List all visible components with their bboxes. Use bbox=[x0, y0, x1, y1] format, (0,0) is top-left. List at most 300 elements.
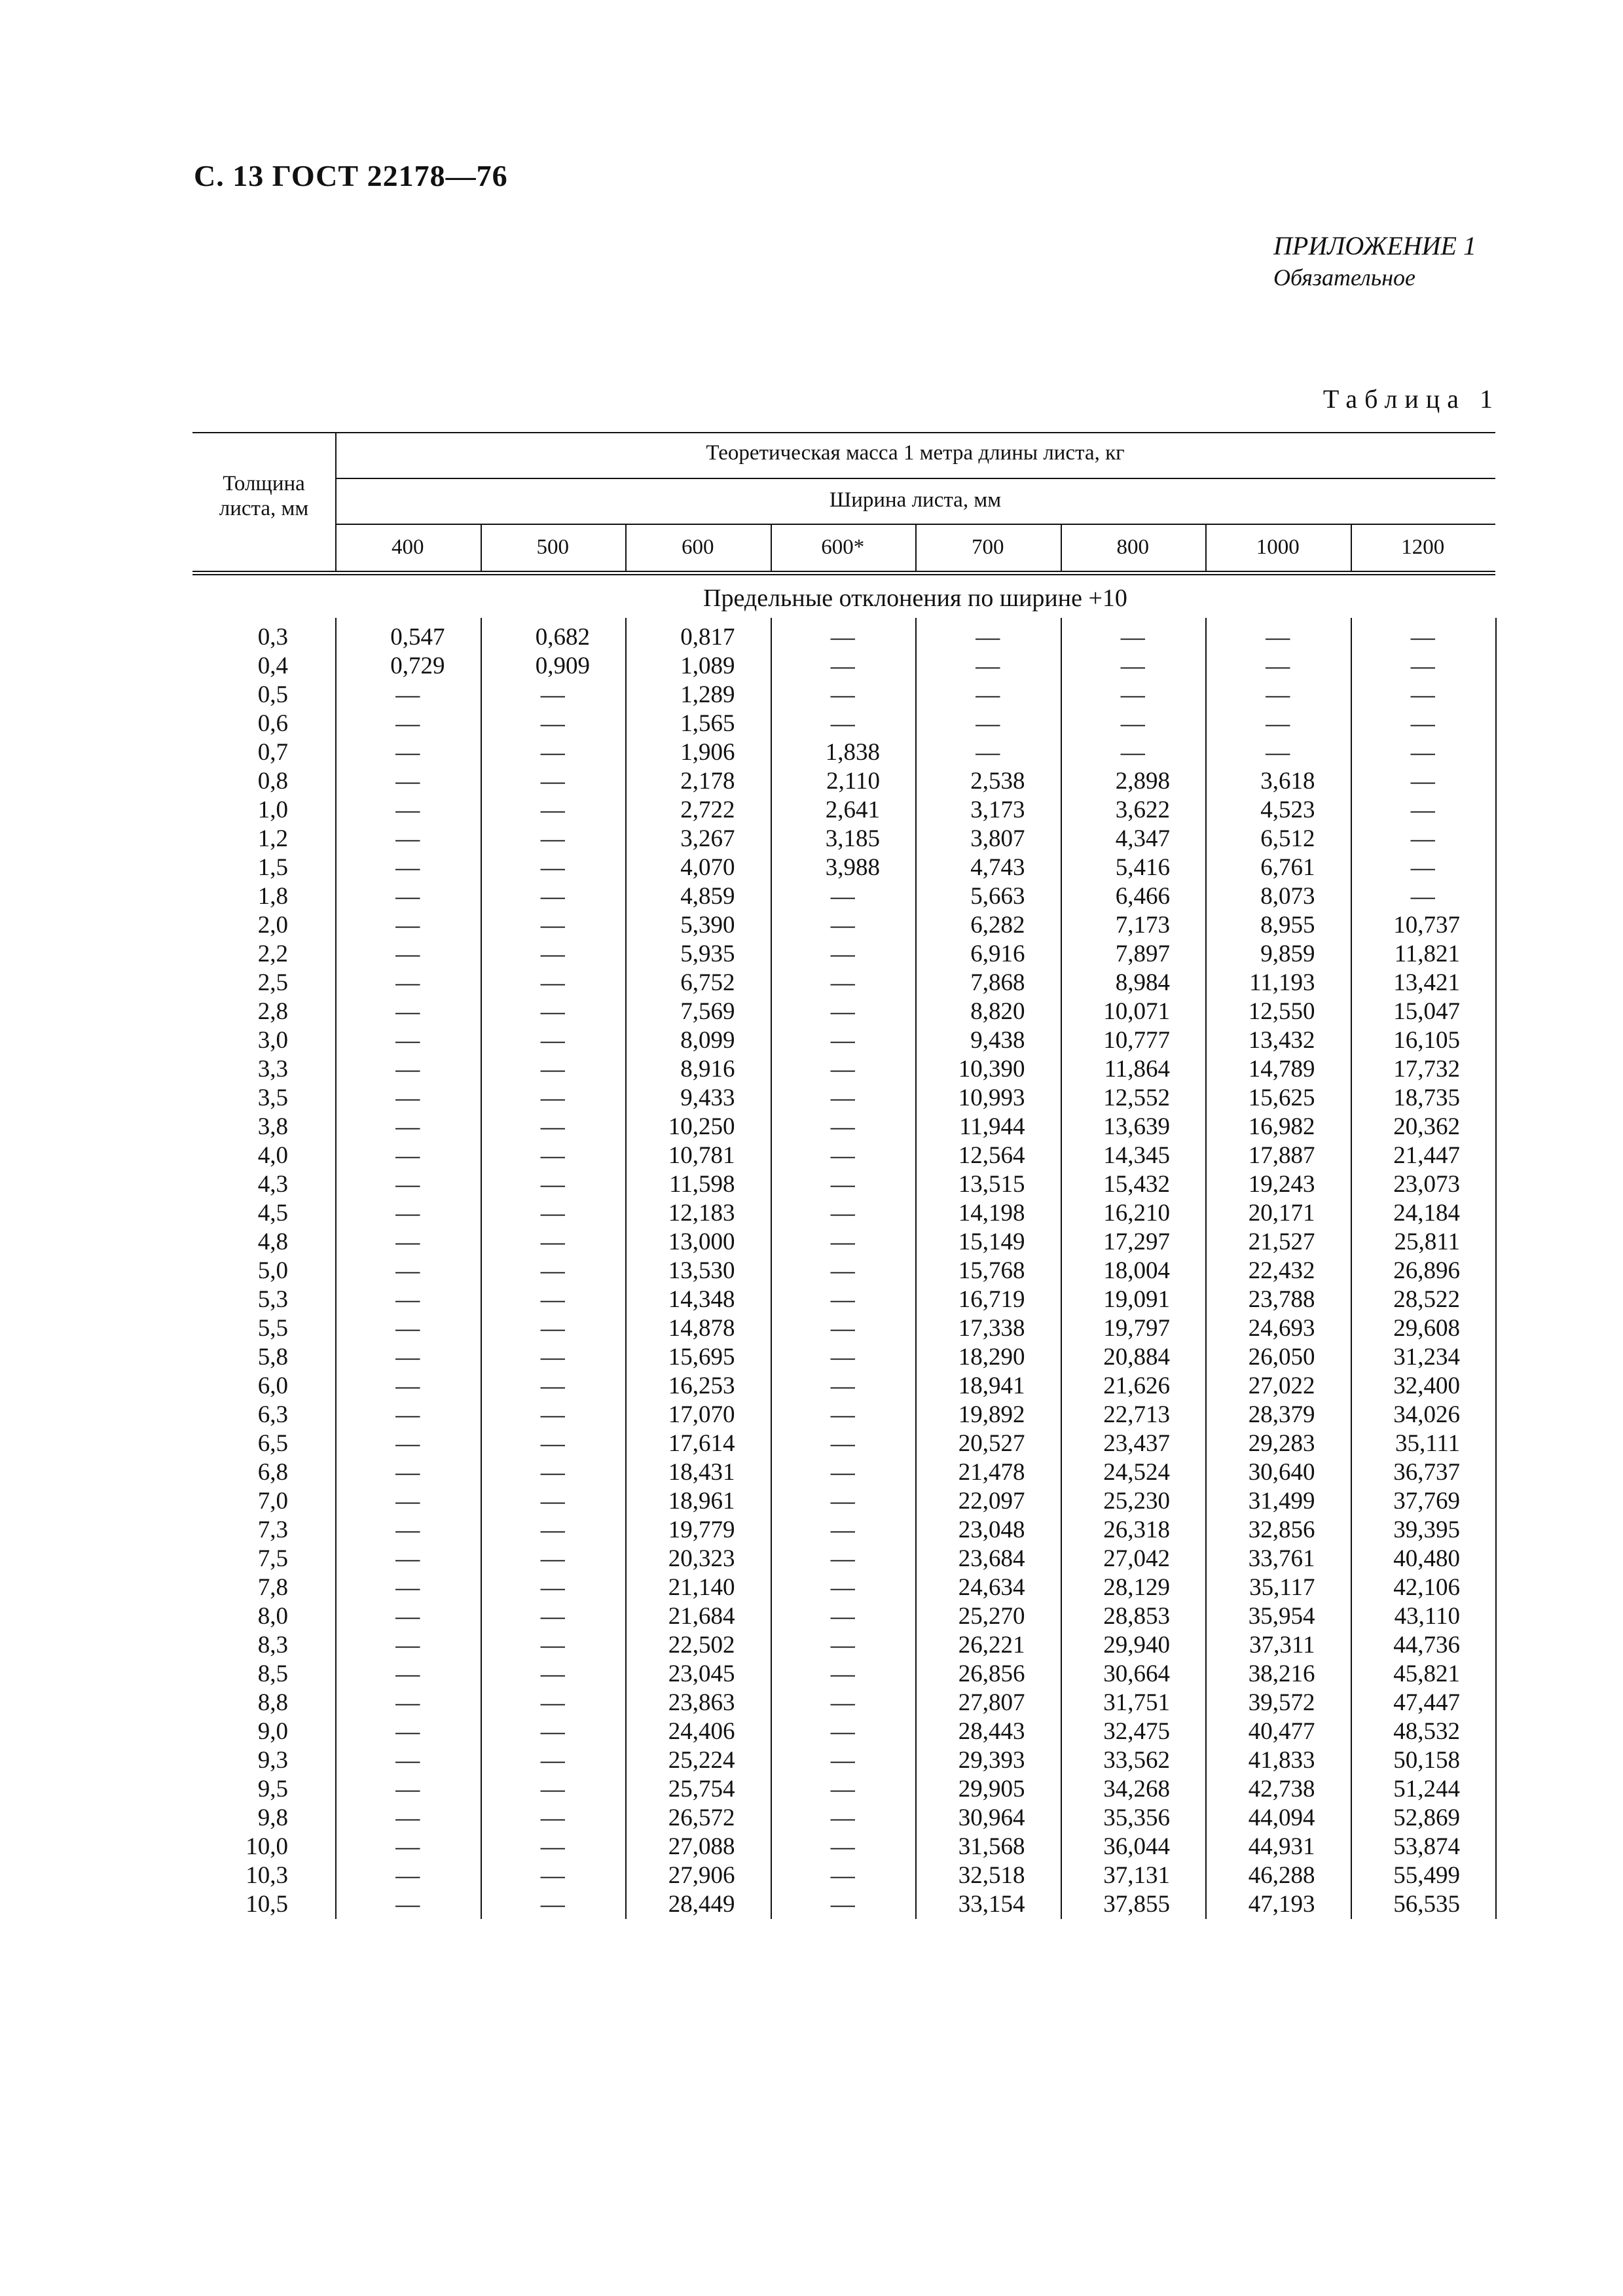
thickness-cell: 7,5 bbox=[257, 1545, 288, 1572]
mass-cell: 5,390 bbox=[680, 912, 735, 939]
mass-cell: 16,210 bbox=[1103, 1200, 1170, 1227]
mass-cell: 11,821 bbox=[1394, 941, 1460, 967]
mass-cell: — bbox=[540, 854, 565, 881]
mass-cell: 27,042 bbox=[1103, 1545, 1170, 1572]
mass-cell: — bbox=[1120, 653, 1145, 679]
mass-cell: 10,993 bbox=[958, 1085, 1025, 1111]
mass-cell: — bbox=[540, 941, 565, 967]
thickness-cell: 0,7 bbox=[257, 739, 288, 766]
mass-cell: 21,478 bbox=[958, 1459, 1025, 1486]
mass-cell: — bbox=[540, 1200, 565, 1227]
mass-cell: 23,437 bbox=[1103, 1430, 1170, 1457]
table-row bbox=[192, 1084, 1495, 1113]
thickness-cell: 4,3 bbox=[257, 1171, 288, 1198]
mass-cell: — bbox=[395, 1804, 420, 1831]
mass-cell: 53,874 bbox=[1393, 1833, 1460, 1860]
width-header-cell: 700 bbox=[972, 535, 1004, 559]
mass-cell: — bbox=[830, 912, 855, 939]
mass-cell: — bbox=[830, 941, 855, 967]
table-row bbox=[192, 1113, 1495, 1141]
mass-cell: 14,348 bbox=[668, 1286, 735, 1313]
mass-cell: 35,111 bbox=[1395, 1430, 1460, 1457]
mass-cell: 2,178 bbox=[680, 768, 735, 795]
mass-cell: 12,564 bbox=[958, 1142, 1025, 1169]
thickness-cell: 10,0 bbox=[246, 1833, 288, 1860]
mass-cell: 6,282 bbox=[970, 912, 1025, 939]
mass-cell: — bbox=[395, 1171, 420, 1198]
mass-cell: — bbox=[830, 1430, 855, 1457]
mass-cell: — bbox=[540, 1689, 565, 1716]
mass-cell: — bbox=[830, 1200, 855, 1227]
thickness-cell: 1,0 bbox=[257, 797, 288, 823]
mass-cell: — bbox=[395, 739, 420, 766]
mass-cell: 4,859 bbox=[680, 883, 735, 910]
mass-cell: 5,663 bbox=[970, 883, 1025, 910]
mass-cell: 25,270 bbox=[958, 1603, 1025, 1630]
mass-cell: — bbox=[830, 1286, 855, 1313]
mass-cell: 11,864 bbox=[1104, 1056, 1170, 1083]
mass-cell: 46,288 bbox=[1248, 1862, 1315, 1889]
header-col-divider bbox=[1205, 524, 1207, 572]
thickness-cell: 8,3 bbox=[257, 1632, 288, 1659]
table-row bbox=[192, 1602, 1495, 1631]
mass-cell: — bbox=[830, 681, 855, 708]
mass-cell: — bbox=[540, 1085, 565, 1111]
mass-cell: — bbox=[540, 710, 565, 737]
table-row bbox=[192, 1746, 1495, 1775]
mass-cell: — bbox=[395, 710, 420, 737]
mass-cell: 0,729 bbox=[390, 653, 445, 679]
width-header-cell: 600* bbox=[821, 535, 865, 559]
table-row bbox=[192, 1401, 1495, 1429]
body-col-divider bbox=[1351, 618, 1352, 1919]
header-col-divider bbox=[915, 524, 917, 572]
mass-cell: — bbox=[540, 768, 565, 795]
mass-cell: — bbox=[830, 1833, 855, 1860]
header-rule-1 bbox=[335, 478, 1495, 479]
mass-cell: 24,184 bbox=[1393, 1200, 1460, 1227]
mass-cell: 16,253 bbox=[668, 1372, 735, 1399]
body-col-divider bbox=[771, 618, 772, 1919]
mass-cell: 10,781 bbox=[668, 1142, 735, 1169]
mass-cell: 3,988 bbox=[825, 854, 880, 881]
mass-cell: — bbox=[976, 681, 1000, 708]
mass-cell: 0,682 bbox=[535, 624, 590, 651]
mass-cell: 47,193 bbox=[1248, 1891, 1315, 1918]
thickness-cell: 8,8 bbox=[257, 1689, 288, 1716]
mass-cell: 31,499 bbox=[1248, 1488, 1315, 1515]
table-row bbox=[192, 911, 1495, 940]
width-header: Ширина листа, мм bbox=[829, 488, 1002, 512]
mass-cell: — bbox=[1410, 710, 1435, 737]
mass-cell: 26,896 bbox=[1393, 1257, 1460, 1284]
table-row bbox=[192, 1717, 1495, 1746]
mass-cell: 26,856 bbox=[958, 1660, 1025, 1687]
mass-cell: 15,768 bbox=[958, 1257, 1025, 1284]
mass-cell: 8,820 bbox=[970, 998, 1025, 1025]
mass-cell: — bbox=[395, 1747, 420, 1774]
thickness-cell: 10,5 bbox=[246, 1891, 288, 1918]
mass-cell: — bbox=[395, 883, 420, 910]
mass-cell: 47,447 bbox=[1393, 1689, 1460, 1716]
mass-cell: 27,906 bbox=[668, 1862, 735, 1889]
mass-cell: 29,393 bbox=[958, 1747, 1025, 1774]
mass-cell: 8,073 bbox=[1260, 883, 1315, 910]
mass-cell: 17,070 bbox=[668, 1401, 735, 1428]
header-col-divider bbox=[771, 524, 772, 572]
mass-cell: 35,356 bbox=[1103, 1804, 1170, 1831]
mass-cell: — bbox=[1266, 710, 1290, 737]
mass-cell: — bbox=[830, 1603, 855, 1630]
mass-cell: — bbox=[395, 1315, 420, 1342]
mass-cell: — bbox=[395, 1257, 420, 1284]
mass-cell: 20,171 bbox=[1248, 1200, 1315, 1227]
mass-cell: 23,045 bbox=[668, 1660, 735, 1687]
mass-cell: — bbox=[1410, 825, 1435, 852]
mass-cell: 13,530 bbox=[668, 1257, 735, 1284]
mass-cell: — bbox=[395, 1142, 420, 1169]
mass-cell: 4,523 bbox=[1260, 797, 1315, 823]
thickness-cell: 3,8 bbox=[257, 1113, 288, 1140]
thickness-cell: 3,0 bbox=[257, 1027, 288, 1054]
mass-cell: — bbox=[540, 1056, 565, 1083]
mass-cell: 22,502 bbox=[668, 1632, 735, 1659]
mass-cell: 40,477 bbox=[1248, 1718, 1315, 1745]
table-row bbox=[192, 1458, 1495, 1487]
mass-cell: — bbox=[540, 883, 565, 910]
mass-cell: 23,863 bbox=[668, 1689, 735, 1716]
mass-cell: 12,183 bbox=[668, 1200, 735, 1227]
mass-cell: — bbox=[395, 1085, 420, 1111]
mass-cell: — bbox=[830, 1401, 855, 1428]
mass-cell: 28,853 bbox=[1103, 1603, 1170, 1630]
mass-cell: 25,230 bbox=[1103, 1488, 1170, 1515]
width-header-cell: 1200 bbox=[1401, 535, 1445, 559]
mass-cell: 26,050 bbox=[1248, 1344, 1315, 1371]
mass-cell: 8,984 bbox=[1115, 969, 1170, 996]
mass-cell: — bbox=[395, 1344, 420, 1371]
table-row bbox=[192, 1372, 1495, 1401]
thickness-cell: 2,0 bbox=[257, 912, 288, 939]
mass-cell: 29,283 bbox=[1248, 1430, 1315, 1457]
mass-cell: 23,788 bbox=[1248, 1286, 1315, 1313]
mass-cell: — bbox=[830, 1142, 855, 1169]
thickness-cell: 10,3 bbox=[246, 1862, 288, 1889]
mass-cell: — bbox=[540, 1229, 565, 1255]
table-row bbox=[192, 882, 1495, 911]
body-col-divider bbox=[625, 618, 627, 1919]
mass-cell: — bbox=[395, 1027, 420, 1054]
thickness-cell: 6,0 bbox=[257, 1372, 288, 1399]
mass-cell: 4,347 bbox=[1115, 825, 1170, 852]
mass-cell: 35,117 bbox=[1249, 1574, 1315, 1601]
thickness-cell: 7,8 bbox=[257, 1574, 288, 1601]
header-bottom-rule-a bbox=[192, 571, 1495, 572]
mass-cell: 30,964 bbox=[958, 1804, 1025, 1831]
mass-cell: 29,608 bbox=[1393, 1315, 1460, 1342]
mass-cell: — bbox=[395, 768, 420, 795]
mass-cell: — bbox=[395, 797, 420, 823]
mass-cell: — bbox=[830, 1689, 855, 1716]
mass-cell: — bbox=[540, 1113, 565, 1140]
mass-cell: 27,807 bbox=[958, 1689, 1025, 1716]
table-row bbox=[192, 681, 1495, 709]
body-col-divider bbox=[1495, 618, 1497, 1919]
thickness-cell: 0,8 bbox=[257, 768, 288, 795]
appendix-label bbox=[1273, 230, 1476, 291]
mass-cell: 15,432 bbox=[1103, 1171, 1170, 1198]
mass-cell: 5,935 bbox=[680, 941, 735, 967]
mass-cell: 18,735 bbox=[1393, 1085, 1460, 1111]
mass-cell: 45,821 bbox=[1393, 1660, 1460, 1687]
mass-cell: — bbox=[540, 1315, 565, 1342]
mass-cell: 11,598 bbox=[669, 1171, 735, 1198]
mass-cell: — bbox=[830, 883, 855, 910]
mass-cell: — bbox=[540, 1862, 565, 1889]
mass-cell: 10,250 bbox=[668, 1113, 735, 1140]
mass-cell: — bbox=[830, 1257, 855, 1284]
mass-cell: 31,234 bbox=[1393, 1344, 1460, 1371]
mass-cell: — bbox=[540, 1027, 565, 1054]
mass-cell: 33,562 bbox=[1103, 1747, 1170, 1774]
mass-cell: — bbox=[540, 1603, 565, 1630]
mass-cell: — bbox=[830, 1085, 855, 1111]
mass-cell: — bbox=[395, 1200, 420, 1227]
mass-cell: 15,695 bbox=[668, 1344, 735, 1371]
mass-cell: 37,769 bbox=[1393, 1488, 1460, 1515]
mass-cell: 16,982 bbox=[1248, 1113, 1315, 1140]
mass-cell: 38,216 bbox=[1248, 1660, 1315, 1687]
table-row bbox=[192, 940, 1495, 969]
table-row bbox=[192, 1429, 1495, 1458]
table-row bbox=[192, 1545, 1495, 1573]
mass-cell: 4,070 bbox=[680, 854, 735, 881]
body-col-divider bbox=[481, 618, 482, 1919]
mass-cell: 18,961 bbox=[668, 1488, 735, 1515]
mass-cell: — bbox=[540, 1142, 565, 1169]
table-top-rule bbox=[192, 432, 1495, 433]
mass-cell: 37,311 bbox=[1249, 1632, 1315, 1659]
thickness-cell: 3,5 bbox=[257, 1085, 288, 1111]
mass-cell: 1,565 bbox=[680, 710, 735, 737]
mass-cell: 2,722 bbox=[680, 797, 735, 823]
mass-cell: 14,345 bbox=[1103, 1142, 1170, 1169]
mass-cell: — bbox=[540, 1516, 565, 1543]
table-row bbox=[192, 652, 1495, 681]
mass-cell: 21,527 bbox=[1248, 1229, 1315, 1255]
header-col-divider bbox=[481, 524, 482, 572]
mass-cell: — bbox=[540, 797, 565, 823]
section-title: Предельные отклонения по ширине +10 bbox=[703, 584, 1127, 612]
mass-cell: 29,940 bbox=[1103, 1632, 1170, 1659]
appendix-status: Обязательное bbox=[1273, 264, 1416, 291]
mass-cell: 3,185 bbox=[825, 825, 880, 852]
mass-cell: — bbox=[395, 912, 420, 939]
thickness-cell: 0,3 bbox=[257, 624, 288, 651]
mass-cell: — bbox=[830, 1171, 855, 1198]
mass-cell: 7,569 bbox=[680, 998, 735, 1025]
mass-cell: 7,173 bbox=[1115, 912, 1170, 939]
mass-cell: 34,268 bbox=[1103, 1776, 1170, 1803]
mass-cell: — bbox=[976, 739, 1000, 766]
table-row bbox=[192, 1804, 1495, 1833]
mass-cell: — bbox=[830, 1891, 855, 1918]
mass-cell: — bbox=[540, 1286, 565, 1313]
thickness-cell: 5,0 bbox=[257, 1257, 288, 1284]
table-caption: Таблица 1 bbox=[1322, 384, 1500, 414]
mass-cell: — bbox=[395, 1660, 420, 1687]
mass-cell: 21,447 bbox=[1393, 1142, 1460, 1169]
table-row bbox=[192, 1660, 1495, 1689]
mass-cell: 13,432 bbox=[1248, 1027, 1315, 1054]
mass-cell: 19,797 bbox=[1103, 1315, 1170, 1342]
mass-cell: 23,684 bbox=[958, 1545, 1025, 1572]
mass-cell: — bbox=[540, 1257, 565, 1284]
mass-cell: 23,073 bbox=[1393, 1171, 1460, 1198]
header-col-divider bbox=[625, 524, 627, 572]
mass-cell: 18,941 bbox=[958, 1372, 1025, 1399]
mass-cell: 51,244 bbox=[1393, 1776, 1460, 1803]
mass-cell: 20,884 bbox=[1103, 1344, 1170, 1371]
mass-cell: 6,752 bbox=[680, 969, 735, 996]
mass-cell: — bbox=[976, 710, 1000, 737]
mass-cell: 8,099 bbox=[680, 1027, 735, 1054]
table-row bbox=[192, 1890, 1495, 1919]
mass-cell: 14,789 bbox=[1248, 1056, 1315, 1083]
mass-cell: — bbox=[395, 998, 420, 1025]
table-row bbox=[192, 1487, 1495, 1516]
table-row bbox=[192, 1228, 1495, 1257]
mass-cell: 44,931 bbox=[1248, 1833, 1315, 1860]
mass-cell: — bbox=[830, 1660, 855, 1687]
mass-cell: 3,622 bbox=[1115, 797, 1170, 823]
mass-cell: 8,955 bbox=[1260, 912, 1315, 939]
mass-cell: 36,737 bbox=[1393, 1459, 1460, 1486]
mass-cell: — bbox=[395, 1833, 420, 1860]
mass-cell: 16,719 bbox=[958, 1286, 1025, 1313]
mass-cell: — bbox=[1410, 854, 1435, 881]
table-row bbox=[192, 767, 1495, 796]
mass-cell: 11,193 bbox=[1249, 969, 1315, 996]
thickness-cell: 0,4 bbox=[257, 653, 288, 679]
table-row bbox=[192, 969, 1495, 997]
mass-cell: 3,618 bbox=[1260, 768, 1315, 795]
mass-cell: 26,572 bbox=[668, 1804, 735, 1831]
mass-cell: — bbox=[395, 1862, 420, 1889]
header-col-divider bbox=[1061, 524, 1062, 572]
mass-cell: 31,568 bbox=[958, 1833, 1025, 1860]
mass-cell: 20,527 bbox=[958, 1430, 1025, 1457]
mass-cell: — bbox=[830, 1747, 855, 1774]
mass-cell: — bbox=[540, 1430, 565, 1457]
mass-cell: 19,091 bbox=[1103, 1286, 1170, 1313]
mass-cell: 50,158 bbox=[1393, 1747, 1460, 1774]
table-row bbox=[192, 1689, 1495, 1717]
mass-cell: — bbox=[830, 1344, 855, 1371]
mass-cell: — bbox=[540, 825, 565, 852]
mass-cell: 52,869 bbox=[1393, 1804, 1460, 1831]
mass-cell: 37,855 bbox=[1103, 1891, 1170, 1918]
table-row bbox=[192, 1833, 1495, 1861]
mass-cell: — bbox=[395, 1286, 420, 1313]
mass-cell: 18,431 bbox=[668, 1459, 735, 1486]
mass-cell: 17,297 bbox=[1103, 1229, 1170, 1255]
mass-cell: — bbox=[830, 653, 855, 679]
table-row bbox=[192, 997, 1495, 1026]
thickness-cell: 4,8 bbox=[257, 1229, 288, 1255]
width-header-cell: 500 bbox=[536, 535, 569, 559]
mass-cell: — bbox=[540, 1804, 565, 1831]
mass-cell: — bbox=[395, 1459, 420, 1486]
mass-cell: — bbox=[540, 1344, 565, 1371]
thickness-cell: 2,2 bbox=[257, 941, 288, 967]
mass-cell: 11,944 bbox=[959, 1113, 1025, 1140]
mass-cell: 28,522 bbox=[1393, 1286, 1460, 1313]
mass-cell: — bbox=[1410, 797, 1435, 823]
mass-cell: 18,004 bbox=[1103, 1257, 1170, 1284]
mass-cell: 13,000 bbox=[668, 1229, 735, 1255]
mass-cell: 25,754 bbox=[668, 1776, 735, 1803]
mass-cell: — bbox=[395, 1891, 420, 1918]
thickness-cell: 6,5 bbox=[257, 1430, 288, 1457]
mass-cell: — bbox=[395, 1056, 420, 1083]
mass-cell: 40,480 bbox=[1393, 1545, 1460, 1572]
mass-cell: — bbox=[1410, 768, 1435, 795]
mass-cell: 19,779 bbox=[668, 1516, 735, 1543]
mass-cell: — bbox=[540, 1776, 565, 1803]
mass-cell: — bbox=[395, 941, 420, 967]
mass-cell: 24,406 bbox=[668, 1718, 735, 1745]
mass-cell: — bbox=[1266, 624, 1290, 651]
mass-cell: — bbox=[395, 1488, 420, 1515]
appendix-title: ПРИЛОЖЕНИЕ 1 bbox=[1273, 231, 1476, 260]
mass-cell: 23,048 bbox=[958, 1516, 1025, 1543]
mass-cell: 9,438 bbox=[970, 1027, 1025, 1054]
thickness-header: Толщина листа, мм bbox=[219, 472, 309, 520]
table-row bbox=[192, 738, 1495, 767]
mass-cell: 28,129 bbox=[1103, 1574, 1170, 1601]
mass-cell: 3,807 bbox=[970, 825, 1025, 852]
mass-cell: 22,713 bbox=[1103, 1401, 1170, 1428]
page-header: С. 13 ГОСТ 22178—76 bbox=[194, 159, 508, 192]
mass-cell: — bbox=[540, 1459, 565, 1486]
body-col-divider bbox=[1205, 618, 1207, 1919]
mass-cell: — bbox=[395, 1113, 420, 1140]
mass-cell: 2,898 bbox=[1115, 768, 1170, 795]
mass-cell: 39,572 bbox=[1248, 1689, 1315, 1716]
mass-cell: — bbox=[830, 1488, 855, 1515]
mass-cell: 17,338 bbox=[958, 1315, 1025, 1342]
mass-cell: — bbox=[830, 1113, 855, 1140]
width-header-cell: 400 bbox=[392, 535, 424, 559]
mass-cell: 13,639 bbox=[1103, 1113, 1170, 1140]
mass-cell: — bbox=[830, 1574, 855, 1601]
mass-cell: — bbox=[976, 653, 1000, 679]
mass-cell: 6,916 bbox=[970, 941, 1025, 967]
mass-cell: 10,737 bbox=[1393, 912, 1460, 939]
mass-cell: — bbox=[395, 1401, 420, 1428]
table-row bbox=[192, 1631, 1495, 1660]
mass-cell: — bbox=[830, 1056, 855, 1083]
mass-cell: — bbox=[540, 1401, 565, 1428]
mass-cell: 32,856 bbox=[1248, 1516, 1315, 1543]
body-col-divider bbox=[1061, 618, 1062, 1919]
thickness-cell: 5,3 bbox=[257, 1286, 288, 1313]
mass-cell: 17,887 bbox=[1248, 1142, 1315, 1169]
mass-cell: 6,466 bbox=[1115, 883, 1170, 910]
mass-cell: — bbox=[395, 1718, 420, 1745]
mass-cell: 27,022 bbox=[1248, 1372, 1315, 1399]
